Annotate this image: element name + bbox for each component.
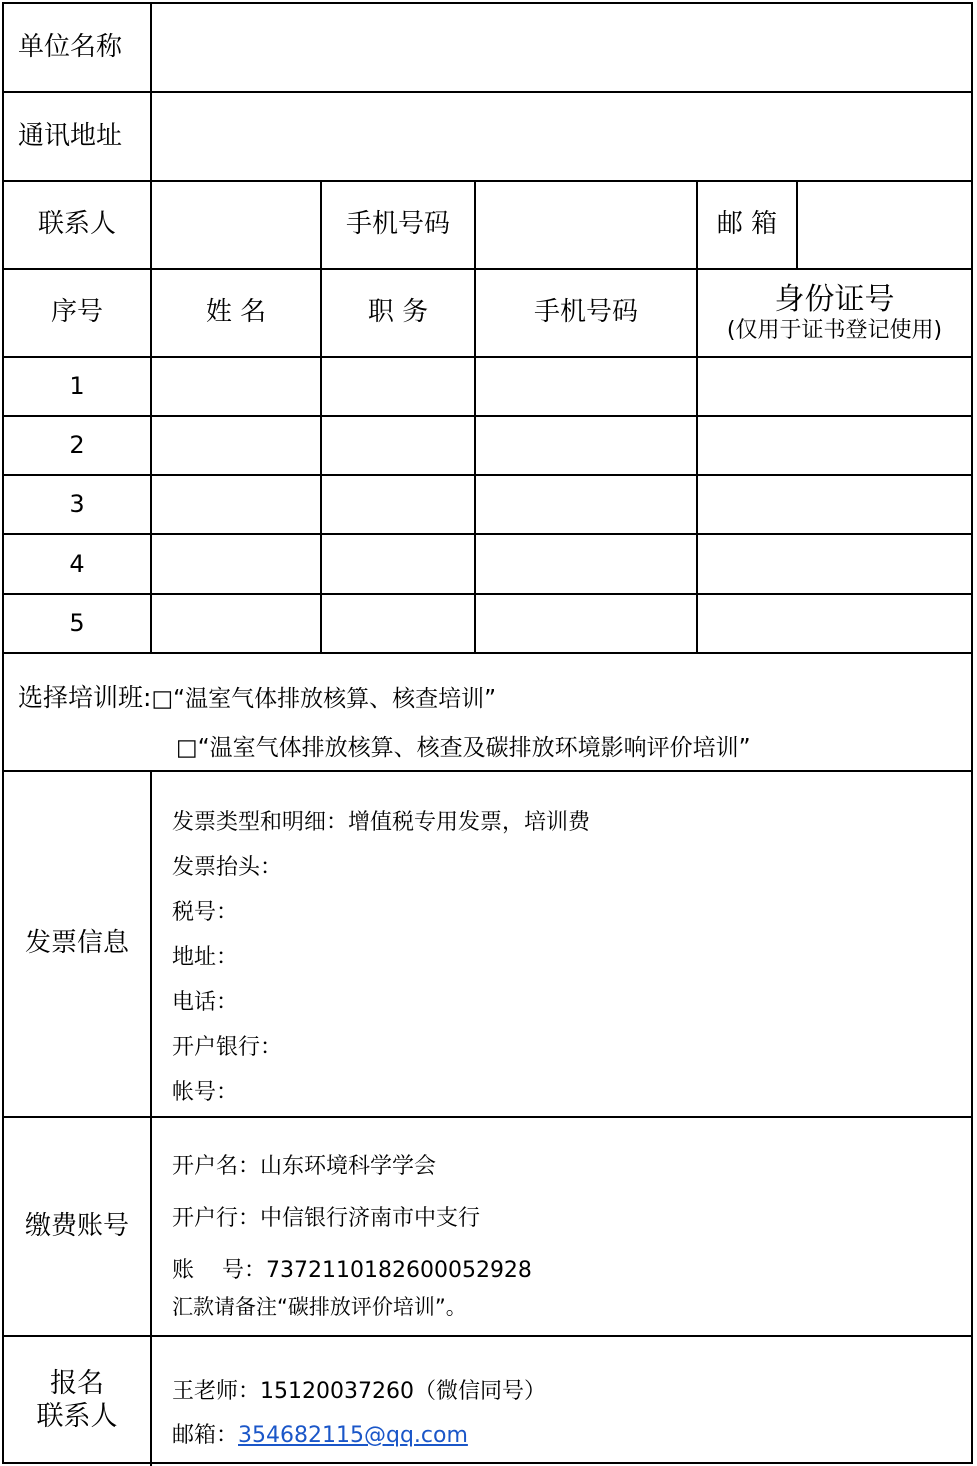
- registration-form: [2, 2, 973, 1464]
- invoice-label: 发票信息: [24, 928, 129, 959]
- payment-account: [172, 1253, 532, 1291]
- row-number: 5: [69, 609, 85, 638]
- header-name: 姓 名: [205, 297, 267, 328]
- unit-name-label: 单位名称: [18, 31, 123, 62]
- registration-label-line2: 联系人: [36, 1400, 118, 1432]
- contact-mobile-label: 手机号码: [345, 209, 450, 240]
- row-number: 2: [69, 431, 85, 460]
- payment-bank: 开户行：中信银行济南市中支行: [172, 1206, 481, 1231]
- email-field[interactable]: [798, 182, 971, 268]
- payment-account-label: 账 号：: [172, 1258, 266, 1283]
- column-divider: [150, 770, 152, 1466]
- registration-details: [172, 1370, 546, 1458]
- header-position: 职 务: [367, 297, 429, 328]
- header-id-number-title: 身份证号: [774, 281, 895, 317]
- row-divider: [4, 652, 971, 654]
- payment-label: 缴费账号: [24, 1210, 129, 1241]
- invoice-type: 发票类型和明细：增值税专用发票，培训费: [172, 810, 591, 835]
- payment-account-number: 7372110182600052928: [265, 1258, 532, 1283]
- invoice-details: [172, 800, 590, 1115]
- course-label: 选择培训班:: [18, 683, 152, 712]
- header-id-number-note: (仅用于证书登记使用): [726, 317, 943, 343]
- payment-details: [172, 1149, 532, 1321]
- invoice-account: 帐号：: [172, 1080, 239, 1105]
- invoice-tax-no: 税号：: [172, 900, 239, 925]
- row-number: 1: [69, 372, 85, 401]
- row-number: 3: [69, 490, 85, 519]
- header-id-number: [698, 270, 971, 356]
- unit-name-field[interactable]: [152, 4, 971, 91]
- invoice-phone: 电话：: [172, 990, 239, 1015]
- registration-email-label: 邮箱：: [172, 1423, 239, 1448]
- registration-label: [4, 1337, 150, 1464]
- address-label: 通讯地址: [18, 120, 123, 151]
- payment-note: 汇款请备注“碳排放评价培训”。: [172, 1295, 467, 1319]
- email-label: 邮 箱: [716, 209, 778, 240]
- invoice-address: 地址：: [172, 945, 239, 970]
- header-seq: 序号: [50, 297, 103, 328]
- invoice-title: 发票抬头：: [172, 855, 283, 880]
- registration-label-line1: 报名: [50, 1368, 104, 1400]
- contact-mobile-field[interactable]: [476, 182, 696, 268]
- contact-label: 联系人: [37, 209, 116, 240]
- row-number: 4: [69, 549, 85, 578]
- registration-email: [172, 1414, 546, 1458]
- invoice-bank: 开户银行：: [172, 1035, 283, 1060]
- registration-email-link[interactable]: 354682115@qq.com: [238, 1423, 468, 1448]
- contact-field[interactable]: [152, 182, 320, 268]
- registration-teacher: 王老师：15120037260（微信同号）: [172, 1379, 546, 1404]
- course-option-1[interactable]: □“温室气体排放核算、核查培训”: [151, 686, 496, 712]
- payment-account-name: 开户名：山东环境科学学会: [172, 1154, 437, 1179]
- course-select: [18, 678, 496, 714]
- address-field[interactable]: [152, 93, 971, 180]
- header-mobile: 手机号码: [533, 297, 638, 328]
- course-option-2[interactable]: □“温室气体排放核算、核查及碳排放环境影响评价培训”: [176, 735, 751, 761]
